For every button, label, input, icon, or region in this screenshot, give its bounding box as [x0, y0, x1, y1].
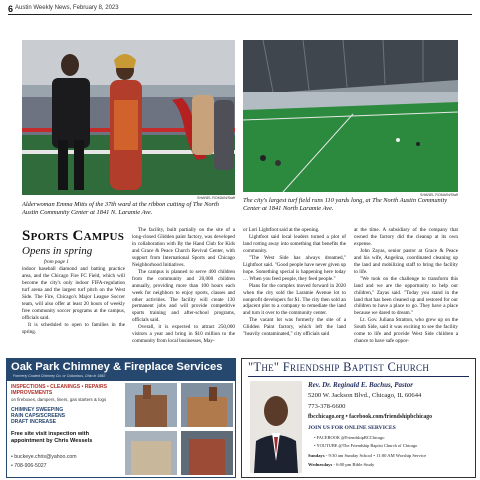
- ad-chimney-tagline: Formerly Coated Chimney Co. or Columbus, Ohio in 1982: [13, 374, 106, 378]
- ad-church-web[interactable]: fbcchicago.org • facebook.com/friendshipbchicago: [308, 414, 433, 420]
- paragraph: indoor baseball diamond and batting practice area, and the Chicago Fire FC Field, which will become the city's only indoor FIFA-regulation turf arena and the largest turf pitch on the West Side. The Fire, Chicago's Major League Soccer team, will also offer at least 20 hours of weekly free community soccer programs at the campus, officials said.: [22, 266, 125, 321]
- ad-church-pastor: Rev. Dr. Reginald E. Bachus, Pastor: [308, 381, 413, 389]
- ad-church-sundays-times: - 9:30 am Sunday School • 11:00 AM Worship Service: [325, 453, 427, 458]
- ad-chimney-item: DRAFT INCREASE: [11, 419, 56, 425]
- ad-chimney-offer: Free site visit inspection with appointment by Chris Wessels: [11, 431, 93, 444]
- photo-ribbon-cutting-image: [22, 40, 235, 195]
- photo-turf-field: [243, 40, 458, 192]
- paragraph: The campus is planned to serve 400 children from the community and 20,000 children annually, providing more than 100 hours each week for neighbors to enjoy sports, classes and other activities. The facility will create 130 permanent jobs and will provide competitive sports training and after-school programs, officials said.: [132, 268, 235, 324]
- paragraph: Lt. Gov. Juliana Stratton, who grew up on the South Side, said it was exciting to see the facility come to life and provide West Side children a chance to have safe oppor-: [354, 317, 458, 345]
- ad-chimney-house-photos: [125, 383, 233, 475]
- ad-church-phone[interactable]: 773-378-6600: [308, 403, 346, 410]
- ad-chimney-item: RAIN CAPS/SCREENS: [11, 413, 66, 419]
- ad-church-sundays-label: Sundays: [308, 453, 325, 458]
- paragraph: "We took on the challenge to transform this land and we are the opportunity to help our children," Zayas said. "Today you stand in the land that has been cleaned up and restored for our children to have a place to go. They have a place because we dared to dream.": [354, 275, 458, 317]
- ad-church-name: "The" Friendship Baptist Church: [248, 360, 430, 374]
- paragraph: John Zayas, senior pastor at Grace & Peace and his wife, Angelina, coordinated cleaning up the land and mobilizing staff to bring the facility to life.: [354, 247, 458, 275]
- ad-church-join: JOIN US FOR ONLINE SERVICES: [308, 425, 396, 431]
- header-rule: [8, 14, 472, 15]
- photo-turf-field-image: [243, 40, 458, 192]
- article-column-2: [132, 227, 235, 345]
- ad-chimney-services: [6, 358, 236, 478]
- article-column-4: [354, 227, 458, 345]
- ad-chimney-services-sub: on fireboxes, dampers, liners, gas starters & logs: [11, 397, 107, 402]
- paragraph: Plans for the complex moved forward in 2020 when the city sold the Laramie Avenue lot to nonprofit developers for $1. The city then sold an adjacent plot to a company to remediate the land and turn it over to the community center.: [243, 282, 346, 317]
- ad-chimney-phone[interactable]: • 708-906-5027: [11, 463, 47, 469]
- ad-church-sundays: [308, 453, 426, 458]
- ad-church-rule: [248, 376, 469, 377]
- photo-credit-left: SHANEL ROMAIN/Staff: [197, 196, 235, 200]
- paragraph: at the time. A subsidiary of the company that owned the factory did the cleanup at its own expense.: [354, 227, 458, 247]
- article-column-1: [22, 266, 125, 336]
- masthead: Austin Weekly News, February 8, 2023: [15, 5, 119, 11]
- ad-church-address: 5200 W. Jackson Blvd., Chicago, IL 60644: [308, 392, 422, 399]
- ad-church-youtube[interactable]: • YOUTUBE @The Friendship Baptist Church of Chicago: [314, 443, 418, 448]
- caption-right: The city's largest turf field runs 110 yards long, at The North Austin Community Center at 1841 North Laramie Ave.: [243, 197, 448, 212]
- ad-church-wednesdays: [308, 462, 374, 467]
- photo-credit-right: SHANEL ROMAIN/Staff: [420, 193, 458, 197]
- paragraph: "The West Side has always dreamed," Lightfoot said. "Good people have never given up hope. Something special is happening here today … When you feed people, they feed people.": [243, 254, 346, 282]
- paragraph: The facility, built partially on the site of a long-closed Glidden paint factory, was developed in collaboration with By the Hand Club for Kids and Grace & Peace Church Revival Center, with support from International Sports and Chicago Neighborhood Initiatives.: [132, 227, 235, 268]
- ad-chimney-items: [11, 407, 123, 425]
- paragraph: Overall, it is expected to attract 250,000 visitors a year and bring in $10 million to the community from local businesses, May-: [132, 324, 235, 345]
- caption-left: Alderwoman Emma Mitts of the 37th ward at the ribbon cutting of The North Austin Community Center at 1841 N. Laramie Ave.: [22, 201, 219, 216]
- article-deck: Opens in spring: [22, 245, 93, 257]
- paragraph: Lightfoot said local leaders turned a plot of land rotting away into something that benefits the community.: [243, 233, 346, 254]
- ad-church-wednesdays-label: Wednesdays: [308, 462, 333, 467]
- photo-ribbon-cutting: [22, 40, 235, 195]
- ad-church-wednesdays-times: - 6:00 pm Bible Study: [333, 462, 375, 467]
- ad-chimney-services: INSPECTIONS • CLEANINGS • REPAIRS IMPROVEMENTS: [11, 384, 108, 396]
- pastor-portrait: [250, 381, 302, 473]
- ad-church-facebook[interactable]: • FACEBOOK @FriendshipBCChicago: [314, 435, 385, 440]
- ad-chimney-email[interactable]: • buckeye.chris@yahoo.com: [11, 454, 77, 460]
- paragraph: The vacant lot was formerly the site of a Glidden Paint factory, which left the land "heavily contaminated," city officials said: [243, 317, 346, 338]
- paragraph: or Lori Lightfoot said at the opening.: [243, 227, 320, 233]
- article-headline: Sports Campus: [22, 228, 125, 244]
- page-number: 6: [8, 4, 14, 14]
- ad-chimney-title: Oak Park Chimney & Fireplace Services: [11, 361, 223, 373]
- ad-chimney-item: CHIMNEY SWEEPING: [11, 407, 64, 413]
- paragraph: It is scheduled to open to families in the spring.: [22, 321, 125, 335]
- ad-friendship-baptist-church: [241, 358, 476, 478]
- article-jump-line: from page 1: [44, 259, 69, 265]
- article-column-3: [243, 227, 346, 338]
